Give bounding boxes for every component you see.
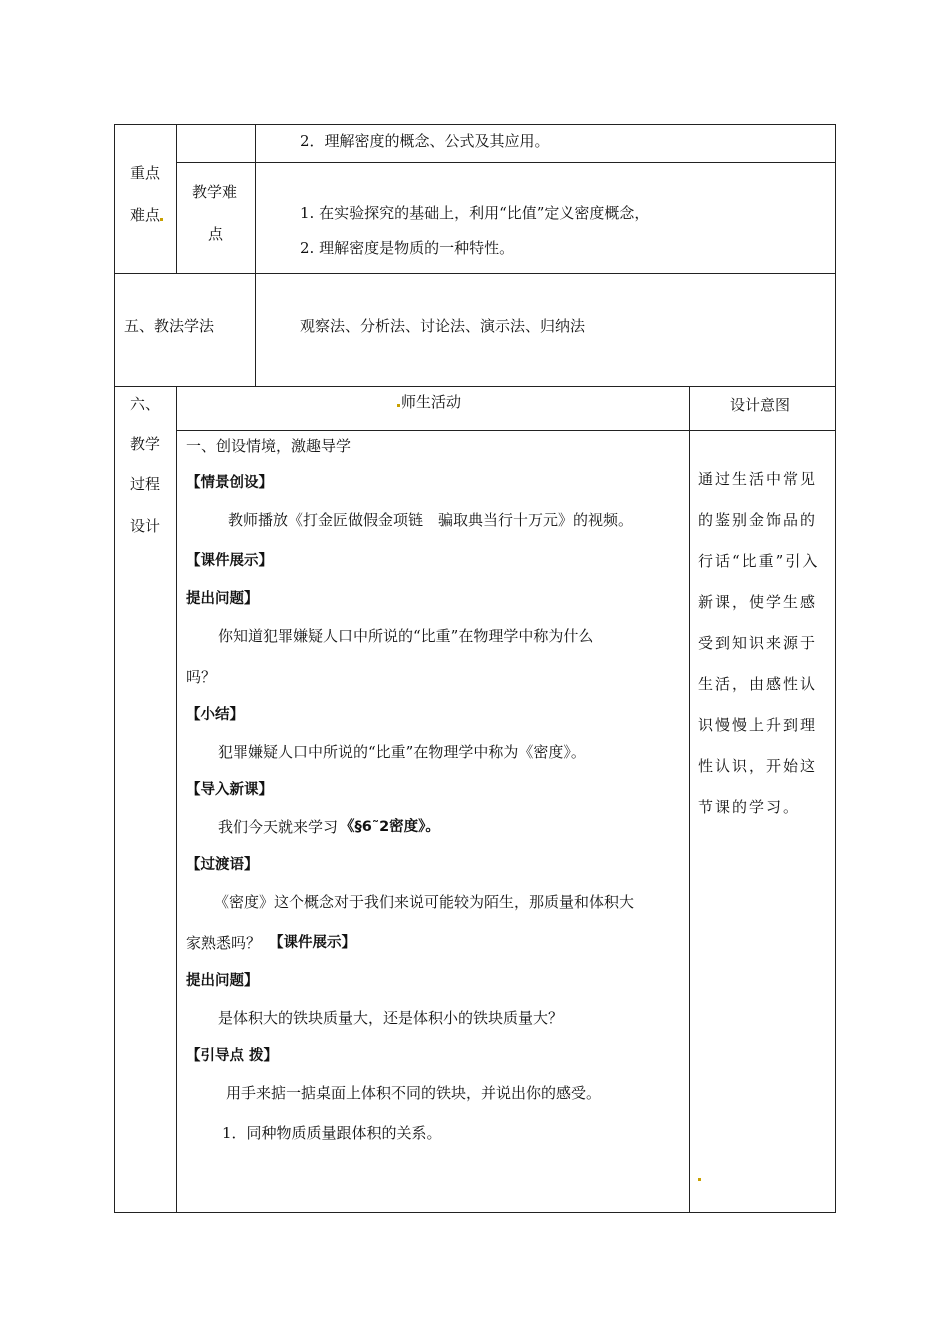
scenario-heading: 【情景创设】 [186, 475, 273, 491]
design-intent-text: 通过生活中常见的鉴别金饰品的行话“比重”引入新课，使学生感受到知识来源于生活，由感性认识慢慢上升到理性认识，开始这节课的学习。 [698, 470, 820, 816]
rule-intent-col [689, 386, 690, 1213]
transition-text-line1: 《密度》这个概念对于我们来说可能较为陌生，那质量和体积大 [214, 893, 635, 911]
question-heading-2: 提出问题】 [186, 973, 259, 989]
question-text-line2: 吗？ [186, 668, 217, 686]
summary-text: 犯罪嫌疑人口中所说的“比重”在物理学中称为《密度》。 [218, 743, 586, 761]
courseware-heading: 【课件展示】 [186, 553, 273, 569]
difficulty-item-1: 1. 在实验探究的基础上，利用“比值”定义密度概念， [300, 204, 650, 222]
rule-top [114, 124, 836, 125]
process-label-line3: 过程 [130, 475, 161, 493]
decorative-dot [397, 404, 400, 407]
rule-right [835, 124, 836, 1213]
intent-header: 设计意图 [730, 396, 791, 414]
methods-content: 观察法、分析法、讨论法、演示法、归纳法 [300, 317, 586, 335]
difficulty-label-line1: 教学难 [192, 183, 238, 201]
rule-focus-bottom [176, 162, 836, 163]
guidance-text: 用手来掂一掂桌面上体积不同的铁块，并说出你的感受。 [226, 1084, 602, 1102]
key-points-label-line1: 重点 [130, 164, 161, 182]
rule-label-col [176, 124, 177, 274]
section-heading: 一、创设情境，激趣导学 [186, 437, 352, 455]
methods-label: 五、教法学法 [124, 317, 215, 335]
scenario-text: 教师播放《打金匠做假金项链 骗取典当行十万元》的视频。 [228, 511, 634, 529]
difficulty-item-2: 2. 理解密度是物质的一种特性。 [300, 239, 515, 257]
guidance-item-1: 1．同种物质质量跟体积的关系。 [222, 1124, 442, 1142]
difficulty-label-line2: 点 [208, 225, 224, 243]
rule-keypoints-bottom [114, 273, 836, 274]
decorative-dot [698, 1178, 701, 1181]
rule-process-header-bottom [176, 430, 836, 431]
activity-header: 师生活动 [401, 393, 462, 411]
process-label-line1: 六、 [130, 395, 161, 413]
rule-methods-bottom [114, 386, 836, 387]
courseware-heading-2: 【课件展示】 [269, 935, 356, 951]
rule-bottom [114, 1212, 836, 1213]
process-label-line4: 设计 [130, 517, 161, 535]
question-text-line1: 你知道犯罪嫌疑人口中所说的“比重”在物理学中称为什么 [218, 627, 594, 645]
process-label-line2: 教学 [130, 435, 161, 453]
intro-text: 我们今天就来学习 [218, 818, 339, 836]
focus-item: 2．理解密度的概念、公式及其应用。 [300, 132, 550, 150]
key-points-label-line2: 难点 [130, 206, 161, 224]
guidance-heading: 【引导点 拨】 [186, 1048, 279, 1064]
transition-heading: 【过渡语】 [186, 857, 259, 873]
intro-heading: 【导入新课】 [186, 782, 273, 798]
intro-title: 《§6˜2密度》。 [340, 819, 440, 835]
transition-text-line2: 家熟悉吗？ [186, 934, 262, 952]
summary-heading: 【小结】 [186, 707, 244, 723]
rule-process-col [176, 386, 177, 1213]
rule-sub-label-col [255, 124, 256, 387]
rule-left [114, 124, 115, 1213]
question-2-text: 是体积大的铁块质量大，还是体积小的铁块质量大？ [218, 1009, 564, 1027]
question-heading: 提出问题】 [186, 591, 259, 607]
decorative-dot [160, 218, 163, 221]
